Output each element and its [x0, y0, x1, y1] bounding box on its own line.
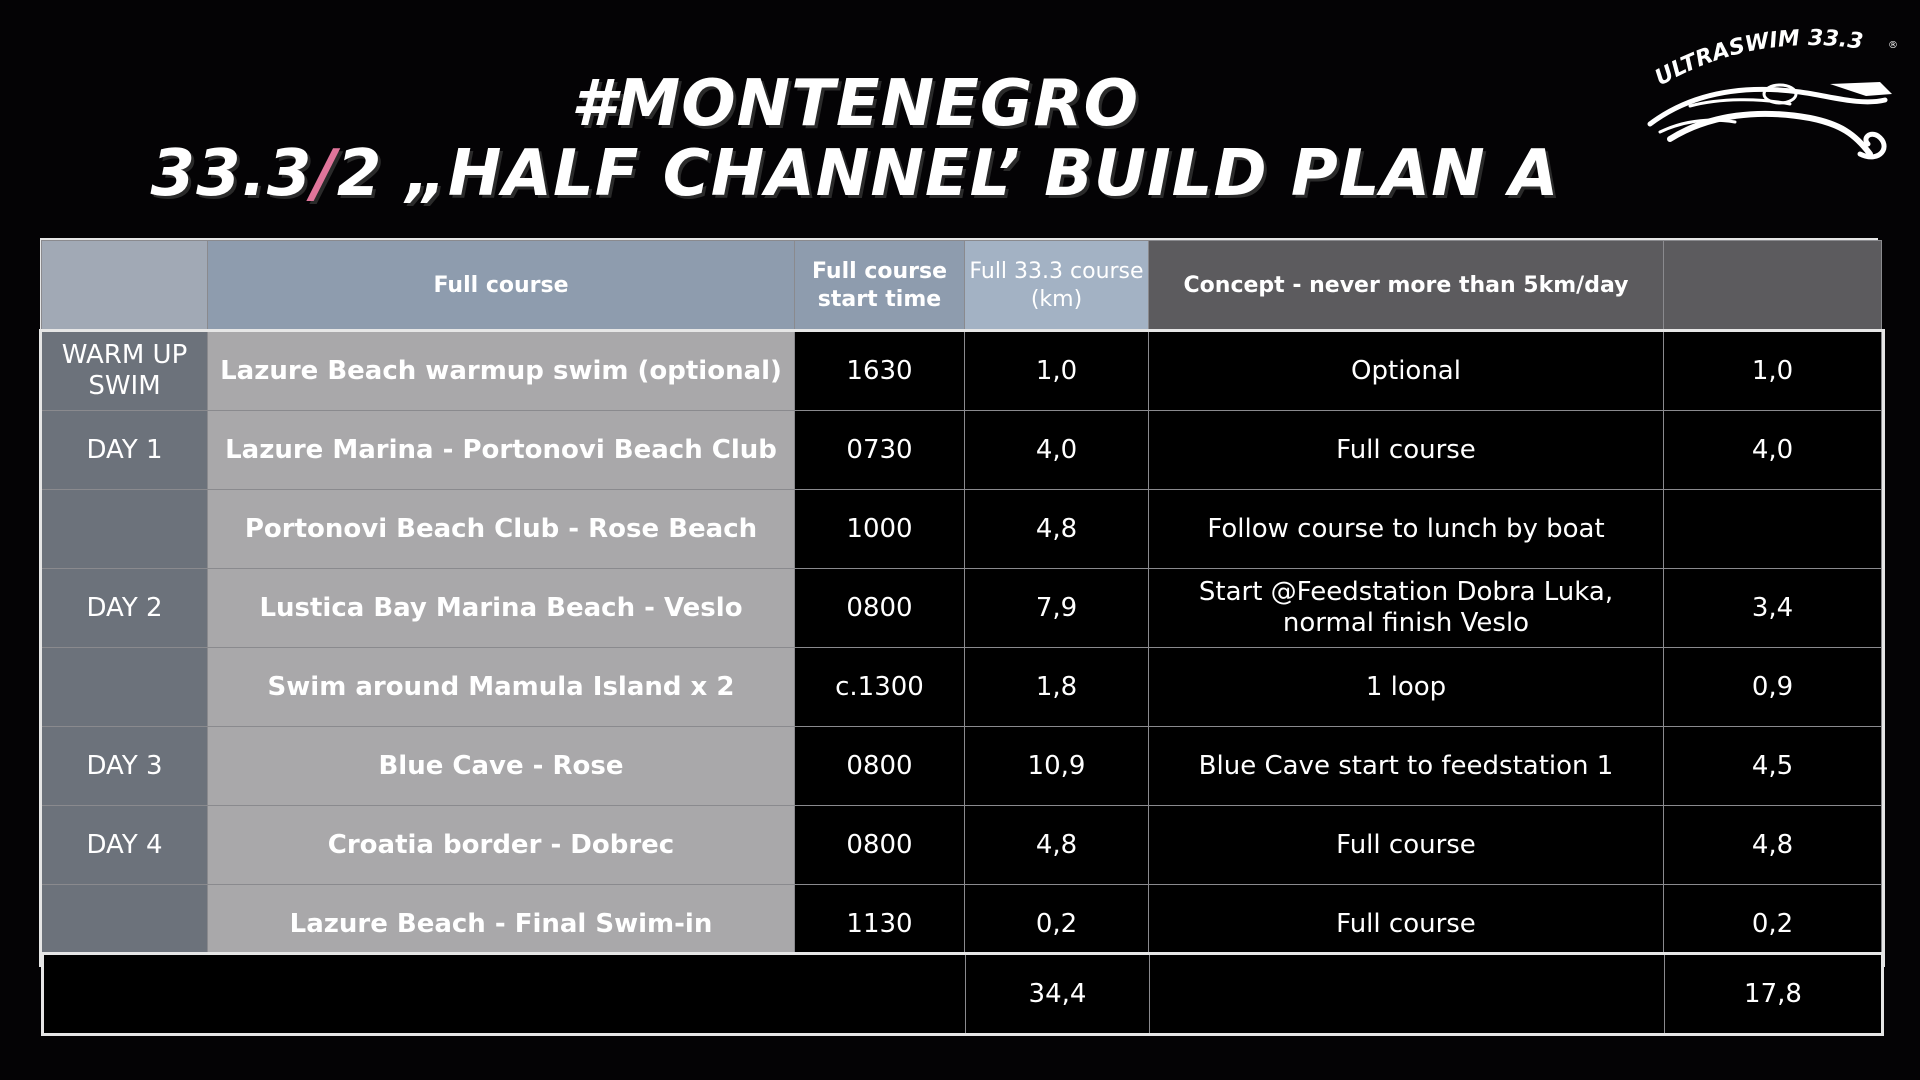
svg-text:ULTRASWIM 33.3	[1651, 26, 1865, 91]
table-header-row	[42, 241, 1882, 332]
cell-concept: Optional	[1149, 332, 1664, 411]
cell-course: Lazure Marina - Portonovi Beach Club	[208, 411, 795, 490]
table-row	[42, 806, 1882, 885]
header-concept: Concept - never more than 5km/day	[1149, 241, 1664, 332]
swimmer-icon	[1650, 82, 1892, 157]
header-km: Full 33.3 course (km)	[965, 241, 1149, 332]
cell-course: Croatia border - Dobrec	[208, 806, 795, 885]
cell-start-time: 0800	[795, 727, 965, 806]
totals-row	[43, 954, 1883, 1035]
total-concept-km: 17,8	[1665, 954, 1883, 1035]
cell-start-time: 1130	[795, 885, 965, 964]
title-line-1: #MONTENEGRO	[570, 67, 1140, 141]
cell-start-time: 0730	[795, 411, 965, 490]
cell-concept-km: 4,5	[1664, 727, 1882, 806]
cell-concept-km: 0,9	[1664, 648, 1882, 727]
build-plan-table	[41, 240, 1882, 964]
cell-course: Lazure Beach warmup swim (optional)	[208, 332, 795, 411]
cell-km: 4,8	[965, 806, 1149, 885]
cell-concept: Follow course to lunch by boat	[1149, 490, 1664, 569]
header-start-time: Full course start time	[795, 241, 965, 332]
cell-course: Swim around Mamula Island x 2	[208, 648, 795, 727]
cell-day: DAY 1	[42, 411, 208, 490]
cell-start-time: 0800	[795, 569, 965, 648]
cell-day: DAY 2	[42, 569, 208, 648]
cell-course: Lustica Bay Marina Beach - Veslo	[208, 569, 795, 648]
cell-start-time: 1630	[795, 332, 965, 411]
cell-course: Lazure Beach - Final Swim-in	[208, 885, 795, 964]
totals-empty-left	[43, 954, 966, 1035]
logo-registered: ®	[1888, 40, 1898, 51]
cell-km: 7,9	[965, 569, 1149, 648]
cell-concept: Full course	[1149, 885, 1664, 964]
cell-course: Blue Cave - Rose	[208, 727, 795, 806]
cell-km: 1,0	[965, 332, 1149, 411]
cell-course: Portonovi Beach Club - Rose Beach	[208, 490, 795, 569]
title-slash: /	[312, 137, 337, 211]
header-concept-km	[1664, 241, 1882, 332]
logo-text: ULTRASWIM 33.3	[1650, 25, 1865, 92]
cell-day: DAY 4	[42, 806, 208, 885]
cell-concept-km: 0,2	[1664, 885, 1882, 964]
cell-concept-km: 3,4	[1664, 569, 1882, 648]
cell-concept: 1 loop	[1149, 648, 1664, 727]
header-course: Full course	[208, 241, 795, 332]
cell-concept-km: 1,0	[1664, 332, 1882, 411]
cell-day	[42, 490, 208, 569]
total-km: 34,4	[966, 954, 1150, 1035]
cell-concept-km: 4,0	[1664, 411, 1882, 490]
cell-day: DAY 3	[42, 727, 208, 806]
cell-start-time: 0800	[795, 806, 965, 885]
cell-km: 1,8	[965, 648, 1149, 727]
cell-concept-km	[1664, 490, 1882, 569]
title-line-2	[0, 134, 1710, 214]
cell-concept-km: 4,8	[1664, 806, 1882, 885]
cell-concept: Blue Cave start to feedstation 1	[1149, 727, 1664, 806]
title-line-2-prefix: 33.3	[150, 137, 313, 211]
header-day	[42, 241, 208, 332]
table-row	[42, 648, 1882, 727]
cell-concept: Start @Feedstation Dobra Luka, normal finish Veslo	[1149, 569, 1664, 648]
cell-km: 4,0	[965, 411, 1149, 490]
cell-start-time: 1000	[795, 490, 965, 569]
cell-concept: Full course	[1149, 411, 1664, 490]
cell-km: 4,8	[965, 490, 1149, 569]
totals-table	[41, 952, 1884, 1036]
table-row	[42, 411, 1882, 490]
totals-empty-middle	[1150, 954, 1665, 1035]
table-row	[42, 727, 1882, 806]
cell-day: WARM UP SWIM	[42, 332, 208, 411]
cell-day	[42, 648, 208, 727]
table-row	[42, 490, 1882, 569]
cell-start-time: c.1300	[795, 648, 965, 727]
table-row	[42, 332, 1882, 411]
ultraswim-logo-text	[1651, 26, 1898, 91]
table-row	[42, 569, 1882, 648]
cell-km: 0,2	[965, 885, 1149, 964]
cell-concept: Full course	[1149, 806, 1664, 885]
title-line-2-suffix: 2 „HALF CHANNEL’ BUILD PLAN A	[336, 137, 1560, 211]
ultraswim-logo	[1630, 14, 1900, 164]
cell-km: 10,9	[965, 727, 1149, 806]
